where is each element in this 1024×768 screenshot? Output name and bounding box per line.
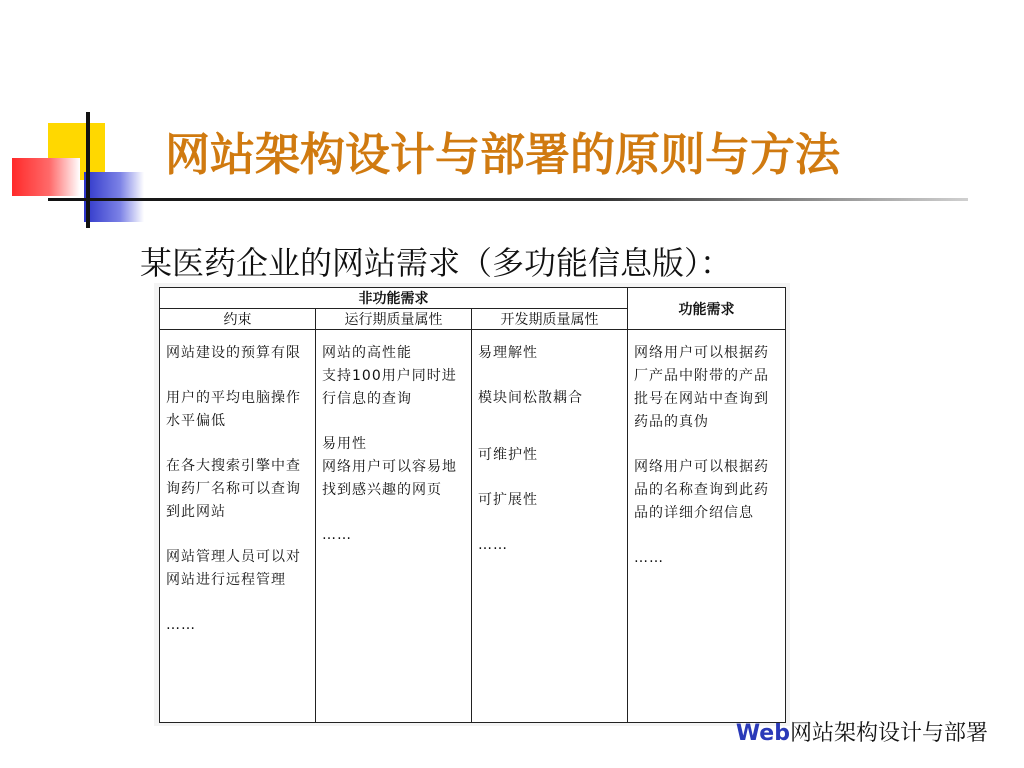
requirements-table (159, 287, 786, 723)
decor-blue-square (84, 172, 144, 222)
header-nonfunctional: 非功能需求 (160, 288, 628, 309)
list-item: 易理解性 (478, 345, 538, 361)
footer-web-label: Web (735, 721, 790, 746)
requirements-table-panel (154, 283, 790, 726)
list-item: 易用性 (322, 436, 367, 452)
list-item: 模块间松散耦合 (478, 390, 583, 406)
list-item: 可维护性 (478, 447, 538, 463)
slide-title: 网站架构设计与部署的原则与方法 (165, 128, 841, 181)
list-item: …… (166, 617, 196, 633)
list-item: 可扩展性 (478, 492, 538, 508)
list-item: …… (322, 527, 352, 543)
footer-course-name: 网站架构设计与部署 (789, 721, 988, 746)
runtime-quality-cell (316, 330, 472, 723)
devtime-quality-cell (472, 330, 628, 723)
constraints-cell (160, 330, 316, 723)
list-item: …… (478, 537, 508, 553)
header-functional: 功能需求 (628, 288, 786, 330)
title-underline (48, 198, 968, 201)
list-item: 网站管理人员可以对网站进行远程管理 (166, 549, 301, 588)
list-item: …… (634, 550, 665, 566)
list-item: 网络用户可以根据药厂产品中附带的产品批号在网站中查询到药品的真伪 (634, 345, 770, 430)
decor-red-bar (12, 158, 80, 196)
slide-footer (736, 716, 988, 747)
subheader-devtime-quality: 开发期质量属性 (472, 309, 628, 330)
list-item: 支持100用户同时进行信息的查询 (322, 368, 457, 407)
list-item: 网络用户可以根据药品的名称查询到此药品的详细介绍信息 (634, 459, 770, 521)
subheader-constraints: 约束 (160, 309, 316, 330)
list-item: 用户的平均电脑操作水平偏低 (166, 390, 301, 429)
list-item: 网络用户可以容易地找到感兴趣的网页 (322, 459, 457, 498)
list-item: 在各大搜索引擎中查询药厂名称可以查询到此网站 (166, 458, 301, 520)
decor-vertical-line (86, 112, 90, 228)
slide-subtitle: 某医药企业的网站需求（多功能信息版）： (140, 244, 733, 282)
list-item: 网站的高性能 (322, 345, 412, 361)
functional-cell (628, 330, 786, 723)
subheader-runtime-quality: 运行期质量属性 (316, 309, 472, 330)
list-item: 网站建设的预算有限 (166, 345, 301, 361)
